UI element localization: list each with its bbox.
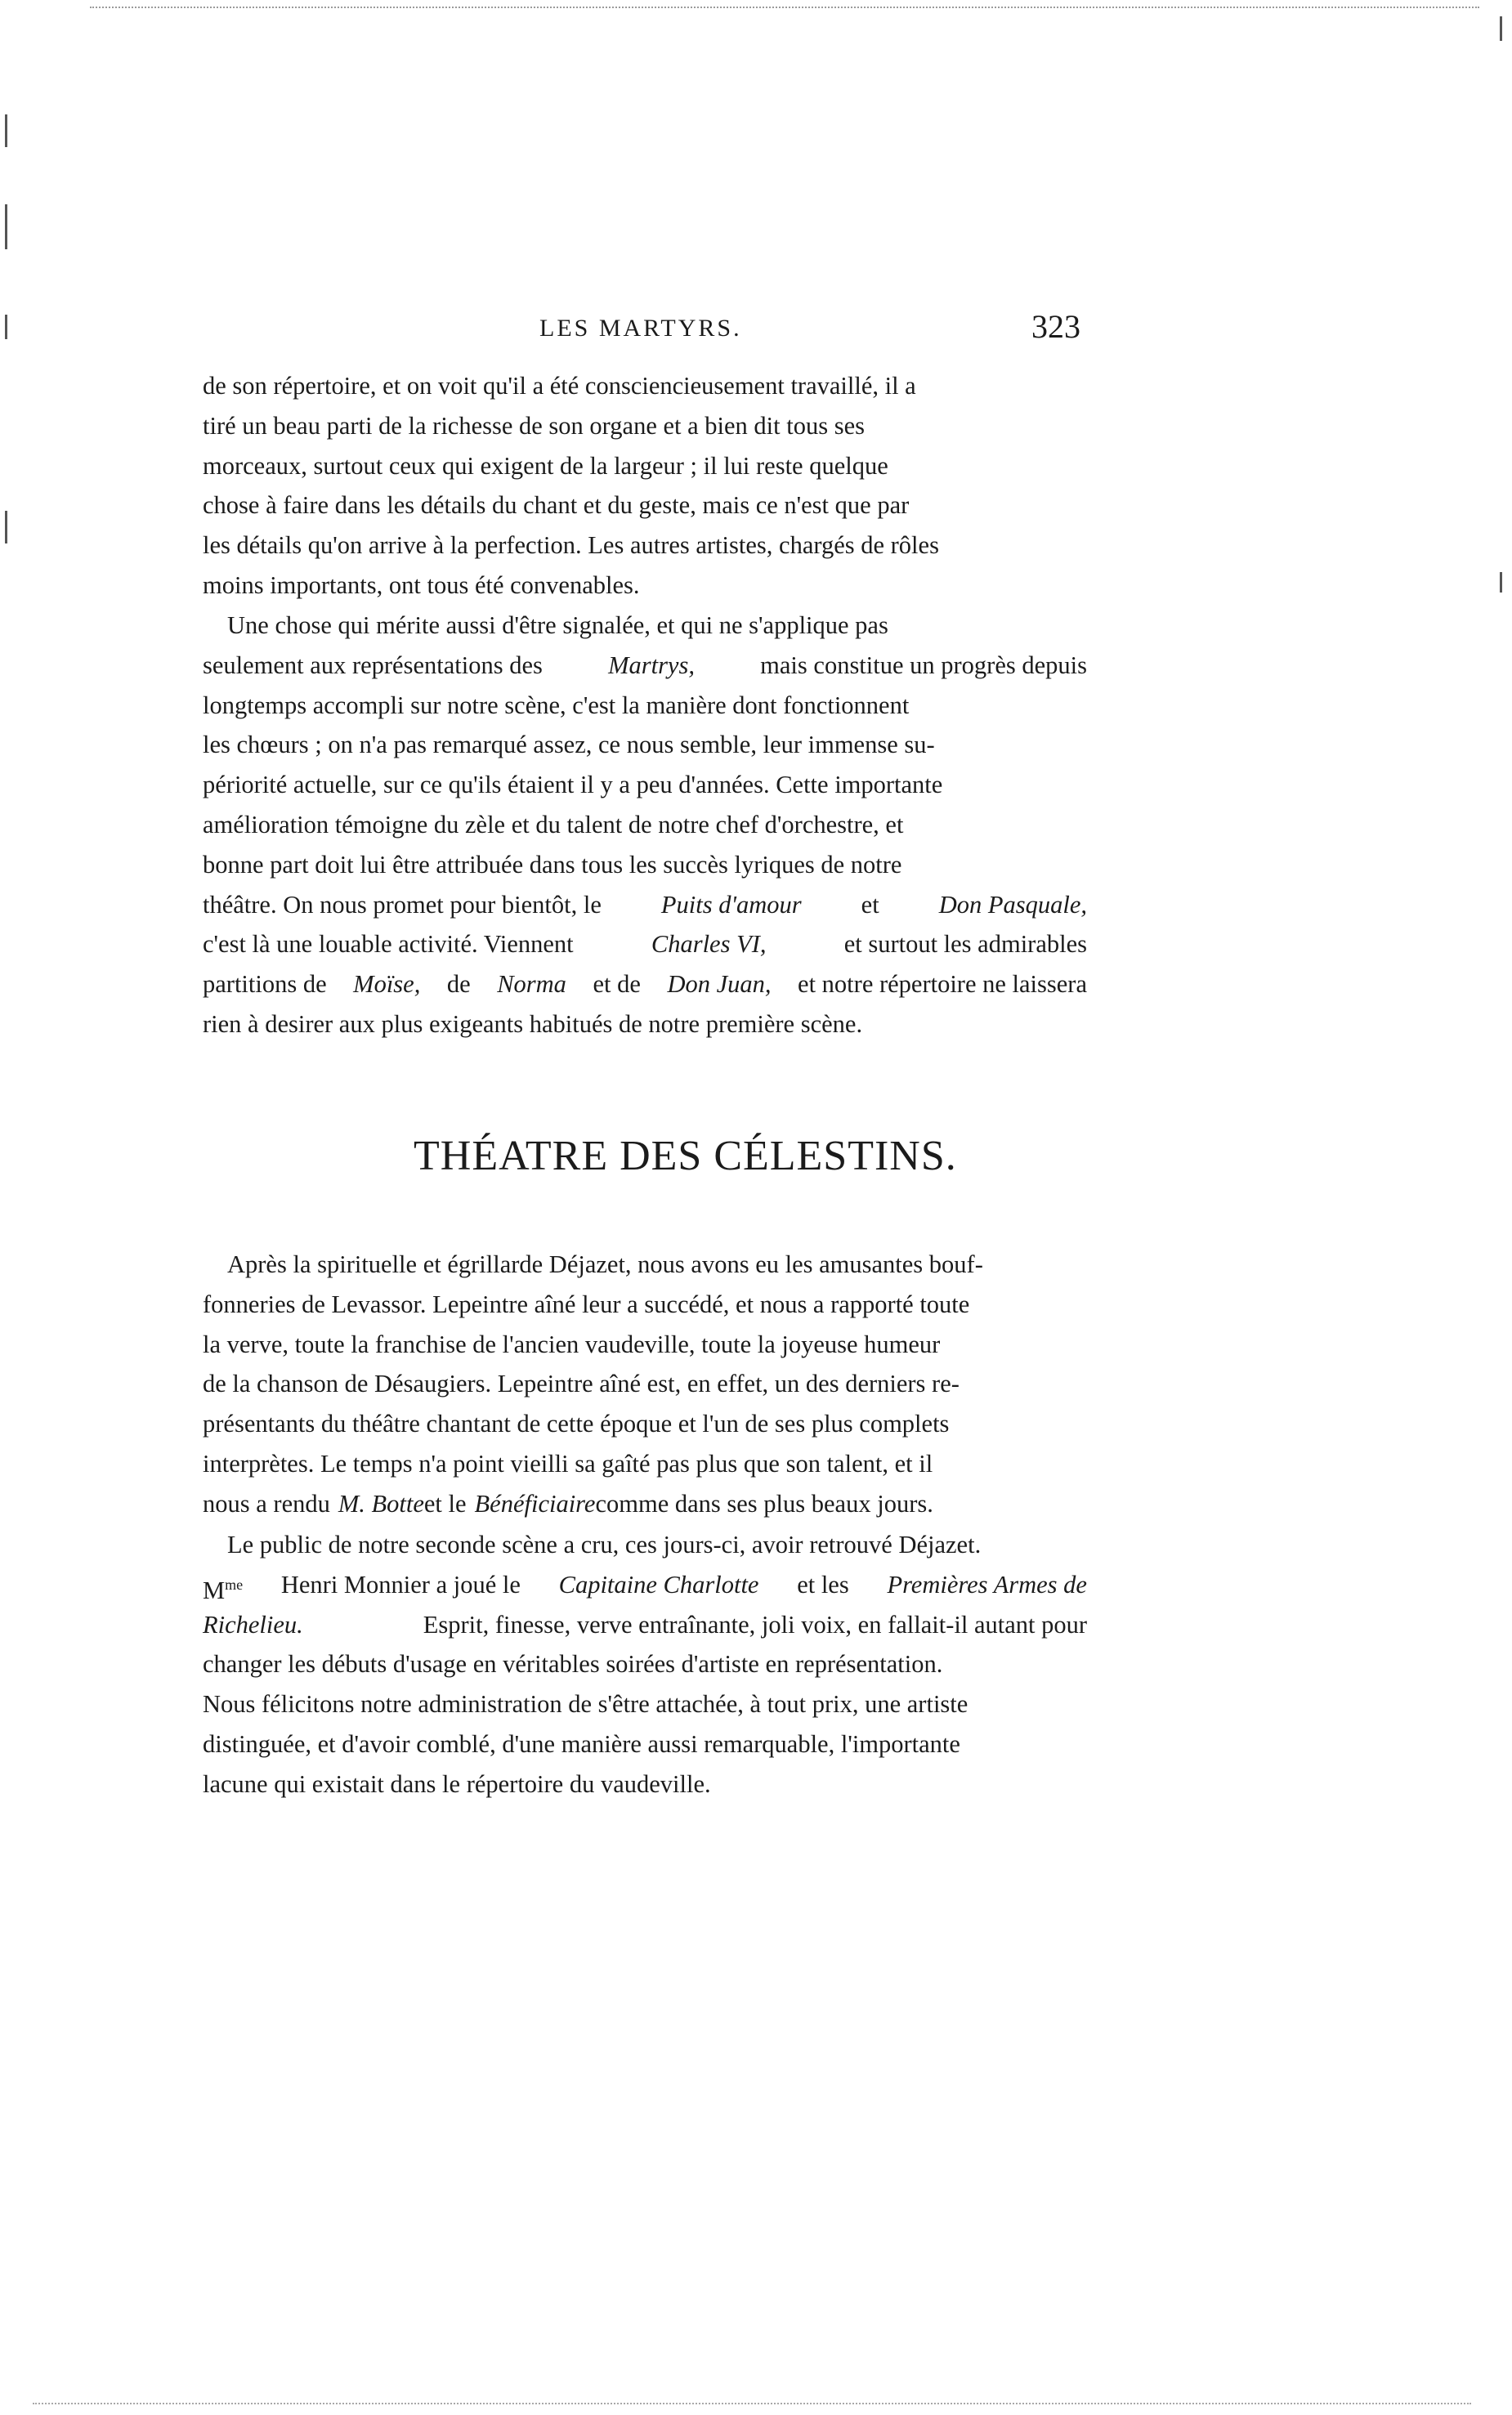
scan-edge-mark xyxy=(5,204,7,249)
opera-title: Don Pasquale, xyxy=(938,890,1087,919)
text-segment: et de xyxy=(593,970,641,999)
play-title: M. Botte xyxy=(338,1489,424,1518)
opera-title: Norma xyxy=(497,970,566,999)
text-segment: et le xyxy=(423,1489,467,1518)
text-line: les chœurs ; on n'a pas remarqué assez, ce nous semble, leur immense su- xyxy=(203,731,935,759)
text-segment: Esprit, finesse, verve entraînante, joli voix, en fallait-il autant pour xyxy=(423,1610,1087,1639)
text-line: Nous félicitons notre administration de s'être attachée, à tout prix, une artiste xyxy=(203,1690,968,1719)
scan-edge-mark xyxy=(5,511,7,543)
text-segment: et xyxy=(861,890,879,919)
text-segment: moins importants, ont tous été convenables. xyxy=(203,570,640,599)
text-line xyxy=(203,964,1087,1004)
text-segment: partitions de xyxy=(203,970,327,999)
opera-title: Charles VI, xyxy=(651,930,767,959)
text-line: Une chose qui mérite aussi d'être signalée, et qui ne s'applique pas xyxy=(227,611,888,639)
text-line: distinguée, et d'avoir comblé, d'une manière aussi remarquable, l'importante xyxy=(203,1729,960,1758)
play-title: Bénéficiaire xyxy=(474,1489,596,1518)
text-line: la verve, toute la franchise de l'ancien vaudeville, toute la joyeuse humeur xyxy=(203,1330,941,1358)
text-line: fonneries de Levassor. Lepeintre aîné leur a succédé, et nous a rapporté toute xyxy=(203,1290,970,1318)
page-number: 323 xyxy=(1031,308,1080,345)
text-line: tiré un beau parti de la richesse de son organe et a bien dit tous ses xyxy=(203,411,865,440)
text-segment: et les xyxy=(797,1570,849,1599)
text-line: morceaux, surtout ceux qui exigent de la largeur ; il lui reste quelque xyxy=(203,451,888,480)
play-title: Capitaine Charlotte xyxy=(558,1570,759,1599)
text-line xyxy=(203,1764,1087,1805)
text-segment xyxy=(203,1565,243,1605)
scan-edge-mark xyxy=(5,114,7,147)
text-line: interprètes. Le temps n'a point vieilli sa gaîté pas plus que son talent, et il xyxy=(203,1449,933,1478)
text-segment: seulement aux représentations des xyxy=(203,651,543,679)
paragraph-dejazet xyxy=(203,1525,1087,1805)
text-segment: et surtout les admirables xyxy=(843,930,1087,959)
paragraph-continued xyxy=(203,366,1087,606)
scan-top-edge xyxy=(90,7,1479,8)
text-line: de son répertoire, et on voit qu'il a été consciencieusement travaillé, il a xyxy=(203,372,916,400)
paragraph-levassor xyxy=(203,1245,1087,1524)
text-line: longtemps accompli sur notre scène, c'est la manière dont fonctionnent xyxy=(203,691,910,719)
scan-edge-mark xyxy=(5,315,7,339)
text-line: présentants du théâtre chantant de cette époque et l'un de ses plus complets xyxy=(203,1410,950,1438)
text-segment: nous a rendu xyxy=(203,1489,330,1518)
text-segment: de xyxy=(446,970,471,999)
opera-title: Moïse, xyxy=(353,970,421,999)
text-segment: c'est là une louable activité. Viennent xyxy=(203,930,574,959)
text-segment: théâtre. On nous promet pour bientôt, le xyxy=(203,890,602,919)
text-segment: et notre répertoire ne laissera xyxy=(798,970,1087,999)
text-line: amélioration témoigne du zèle et du talent de notre chef d'orchestre, et xyxy=(203,810,904,839)
text-line: changer les débuts d'usage en véritables soirées d'artiste en représentation. xyxy=(203,1650,943,1679)
text-line: de la chanson de Désaugiers. Lepeintre aîné est, en effet, un des derniers re- xyxy=(203,1370,960,1398)
play-title: Richelieu. xyxy=(203,1610,303,1639)
scan-bottom-edge xyxy=(33,2403,1471,2404)
text-segment: lacune qui existait dans le répertoire du vaudeville. xyxy=(203,1769,711,1798)
text-line: chose à faire dans les détails du chant et du geste, mais ce n'est que par xyxy=(203,491,910,520)
text-segment: M xyxy=(203,1576,226,1604)
opera-title: Don Juan, xyxy=(667,970,772,999)
text-line: bonne part doit lui être attribuée dans tous les succès lyriques de notre xyxy=(203,850,902,879)
opera-title: Martrys, xyxy=(608,651,695,679)
text-line: les détails qu'on arrive à la perfection. Les autres artistes, chargés de rôles xyxy=(203,531,939,560)
text-line xyxy=(203,646,1087,686)
text-segment: Henri Monnier a joué le xyxy=(280,1570,521,1599)
text-segment: comme dans ses plus beaux jours. xyxy=(595,1489,933,1518)
superscript: me xyxy=(225,1576,244,1593)
play-title: Premières Armes de xyxy=(887,1570,1087,1599)
running-header: LES MARTYRS. xyxy=(539,315,742,342)
text-line xyxy=(203,924,1087,964)
text-segment: rien à desirer aux plus exigeants habitués de notre première scène. xyxy=(203,1009,863,1038)
scan-edge-mark xyxy=(1500,16,1502,41)
text-segment: mais constitue un progrès depuis xyxy=(760,651,1087,679)
text-line: Après la spirituelle et égrillarde Déjazet, nous avons eu les amusantes bouf- xyxy=(227,1250,983,1278)
paragraph-choeurs xyxy=(203,606,1087,1044)
text-line xyxy=(203,1484,1087,1524)
scan-edge-mark xyxy=(1500,572,1502,593)
text-line xyxy=(203,566,1087,606)
section-heading: THÉATRE DES CÉLESTINS. xyxy=(414,1133,957,1179)
text-line xyxy=(203,1004,1087,1044)
text-line: Le public de notre seconde scène a cru, ces jours-ci, avoir retrouvé Déjazet. xyxy=(227,1531,982,1559)
text-line xyxy=(203,885,1087,925)
text-line: périorité actuelle, sur ce qu'ils étaient il y a peu d'années. Cette importante xyxy=(203,771,943,799)
text-line xyxy=(203,1605,1087,1645)
text-line xyxy=(203,1565,1087,1605)
opera-title: Puits d'amour xyxy=(660,890,802,919)
